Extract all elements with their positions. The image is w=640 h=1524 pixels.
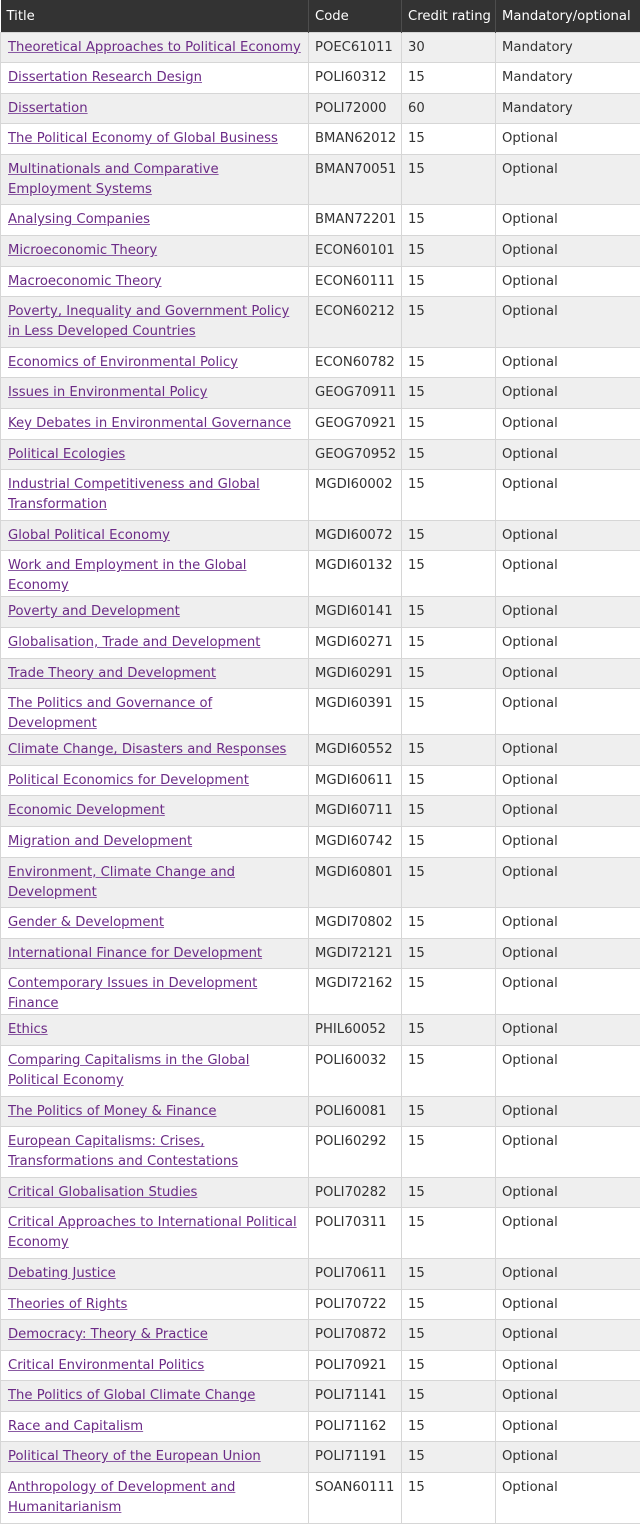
table-row — [1, 1177, 640, 1208]
course-title-link[interactable]: Globalisation, Trade and Development — [8, 635, 260, 650]
code-cell: POLI70921 — [309, 1350, 402, 1381]
status-cell: Optional — [496, 938, 640, 969]
code-cell: MGDI60141 — [309, 597, 402, 628]
header-code: Code — [309, 0, 402, 32]
header-mandatory-optional: Mandatory/optional — [496, 0, 640, 32]
table-row — [1, 969, 640, 1015]
title-cell — [1, 63, 309, 94]
course-title-link[interactable]: Dissertation — [8, 101, 88, 116]
status-cell: Mandatory — [496, 63, 640, 94]
credit-cell: 15 — [402, 1045, 496, 1096]
code-cell: MGDI72162 — [309, 969, 402, 1015]
table-row — [1, 1045, 640, 1096]
status-cell: Optional — [496, 378, 640, 409]
course-title-link[interactable]: The Politics and Governance of Development — [8, 696, 212, 731]
code-cell: POLI70872 — [309, 1320, 402, 1351]
table-row — [1, 1381, 640, 1412]
table-row — [1, 1350, 640, 1381]
title-cell — [1, 297, 309, 348]
status-cell: Optional — [496, 1045, 640, 1096]
code-cell: GEOG70921 — [309, 409, 402, 440]
code-cell: POLI71141 — [309, 1381, 402, 1412]
title-cell — [1, 658, 309, 689]
title-cell — [1, 439, 309, 470]
code-cell: BMAN72201 — [309, 205, 402, 236]
code-cell: MGDI70802 — [309, 908, 402, 939]
table-row — [1, 1096, 640, 1127]
course-title-link[interactable]: European Capitalisms: Crises, Transformations and Contestations — [8, 1134, 238, 1169]
title-cell — [1, 409, 309, 440]
status-cell: Optional — [496, 735, 640, 766]
code-cell: PHIL60052 — [309, 1015, 402, 1046]
status-cell: Optional — [496, 796, 640, 827]
title-cell — [1, 1473, 309, 1524]
code-cell: MGDI60002 — [309, 470, 402, 521]
title-cell — [1, 93, 309, 124]
table-row — [1, 689, 640, 735]
title-cell — [1, 1350, 309, 1381]
title-cell — [1, 1127, 309, 1178]
course-title-link[interactable]: Work and Employment in the Global Economy — [8, 558, 246, 593]
table-row — [1, 765, 640, 796]
title-cell — [1, 347, 309, 378]
table-row — [1, 236, 640, 267]
course-title-link[interactable]: Contemporary Issues in Development Finance — [8, 976, 257, 1011]
status-cell: Optional — [496, 1127, 640, 1178]
credit-cell: 15 — [402, 439, 496, 470]
code-cell: GEOG70952 — [309, 439, 402, 470]
title-cell — [1, 1045, 309, 1096]
status-cell: Optional — [496, 1177, 640, 1208]
course-title-link[interactable]: Critical Environmental Politics — [8, 1358, 204, 1373]
status-cell: Optional — [496, 908, 640, 939]
credit-cell: 15 — [402, 1350, 496, 1381]
status-cell: Mandatory — [496, 93, 640, 124]
title-cell — [1, 689, 309, 735]
table-row — [1, 735, 640, 766]
title-cell — [1, 765, 309, 796]
table-row — [1, 1015, 640, 1046]
status-cell: Optional — [496, 266, 640, 297]
table-row — [1, 551, 640, 597]
title-cell — [1, 1015, 309, 1046]
course-title-link[interactable]: Political Economics for Development — [8, 773, 249, 788]
title-cell — [1, 628, 309, 659]
course-title-link[interactable]: Gender & Development — [8, 915, 164, 930]
title-cell — [1, 938, 309, 969]
course-title-link[interactable]: Theories of Rights — [8, 1297, 127, 1312]
course-title-link[interactable]: Democracy: Theory & Practice — [8, 1327, 208, 1342]
table-row — [1, 378, 640, 409]
status-cell: Optional — [496, 826, 640, 857]
credit-cell: 15 — [402, 1289, 496, 1320]
table-row — [1, 439, 640, 470]
table-row — [1, 124, 640, 155]
code-cell: MGDI60552 — [309, 735, 402, 766]
credit-cell: 15 — [402, 470, 496, 521]
course-title-link[interactable]: Poverty and Development — [8, 604, 180, 619]
status-cell: Optional — [496, 470, 640, 521]
code-cell: MGDI60072 — [309, 520, 402, 551]
table-row — [1, 1442, 640, 1473]
course-title-link[interactable]: Debating Justice — [8, 1266, 116, 1281]
code-cell: ECON60111 — [309, 266, 402, 297]
credit-cell: 15 — [402, 938, 496, 969]
credit-cell: 15 — [402, 1381, 496, 1412]
credit-cell: 15 — [402, 1411, 496, 1442]
title-cell — [1, 597, 309, 628]
credit-cell: 15 — [402, 796, 496, 827]
course-title-link[interactable]: The Political Economy of Global Business — [8, 131, 278, 146]
credit-cell: 15 — [402, 908, 496, 939]
title-cell — [1, 266, 309, 297]
code-cell: POLI60292 — [309, 1127, 402, 1178]
credit-cell: 15 — [402, 520, 496, 551]
status-cell: Optional — [496, 628, 640, 659]
status-cell: Optional — [496, 1258, 640, 1289]
credit-cell: 15 — [402, 826, 496, 857]
course-title-link[interactable]: Industrial Competitiveness and Global Transformation — [8, 477, 260, 512]
table-row — [1, 1473, 640, 1524]
code-cell: MGDI60711 — [309, 796, 402, 827]
title-cell — [1, 1177, 309, 1208]
credit-cell: 15 — [402, 236, 496, 267]
status-cell: Optional — [496, 597, 640, 628]
credit-cell: 60 — [402, 93, 496, 124]
credit-cell: 15 — [402, 735, 496, 766]
status-cell: Optional — [496, 1015, 640, 1046]
status-cell: Optional — [496, 1442, 640, 1473]
title-cell — [1, 1208, 309, 1259]
title-cell — [1, 378, 309, 409]
table-row — [1, 857, 640, 908]
course-title-link[interactable]: The Politics of Global Climate Change — [8, 1388, 255, 1403]
code-cell: POLI72000 — [309, 93, 402, 124]
course-title-link[interactable]: The Politics of Money & Finance — [8, 1104, 217, 1119]
status-cell: Optional — [496, 124, 640, 155]
table-row — [1, 597, 640, 628]
title-cell — [1, 1258, 309, 1289]
code-cell: MGDI60391 — [309, 689, 402, 735]
code-cell: MGDI60742 — [309, 826, 402, 857]
code-cell: POLI70611 — [309, 1258, 402, 1289]
title-cell — [1, 1289, 309, 1320]
code-cell: MGDI72121 — [309, 938, 402, 969]
code-cell: SOAN60111 — [309, 1473, 402, 1524]
credit-cell: 15 — [402, 689, 496, 735]
title-cell — [1, 796, 309, 827]
credit-cell: 15 — [402, 63, 496, 94]
table-row — [1, 32, 640, 63]
title-cell — [1, 1381, 309, 1412]
credit-cell: 15 — [402, 1096, 496, 1127]
table-row — [1, 266, 640, 297]
status-cell: Optional — [496, 551, 640, 597]
code-cell: ECON60101 — [309, 236, 402, 267]
status-cell: Optional — [496, 1381, 640, 1412]
credit-cell: 15 — [402, 266, 496, 297]
status-cell: Optional — [496, 658, 640, 689]
header-title: Title — [1, 0, 309, 32]
credit-cell: 15 — [402, 597, 496, 628]
credit-cell: 15 — [402, 1208, 496, 1259]
code-cell: BMAN70051 — [309, 154, 402, 205]
course-title-link[interactable]: Theoretical Approaches to Political Economy — [8, 40, 301, 55]
credit-cell: 15 — [402, 1127, 496, 1178]
credit-cell: 15 — [402, 551, 496, 597]
title-cell — [1, 236, 309, 267]
status-cell: Optional — [496, 689, 640, 735]
credit-cell: 15 — [402, 1442, 496, 1473]
credit-cell: 15 — [402, 205, 496, 236]
table-row — [1, 470, 640, 521]
table-row — [1, 93, 640, 124]
credit-cell: 15 — [402, 1320, 496, 1351]
status-cell: Optional — [496, 297, 640, 348]
credit-cell: 15 — [402, 378, 496, 409]
course-title-link[interactable]: Issues in Environmental Policy — [8, 385, 207, 400]
title-cell — [1, 908, 309, 939]
code-cell: POLI70311 — [309, 1208, 402, 1259]
credit-cell: 15 — [402, 124, 496, 155]
course-title-link[interactable]: Economics of Environmental Policy — [8, 355, 238, 370]
credit-cell: 15 — [402, 658, 496, 689]
table-row — [1, 409, 640, 440]
course-title-link[interactable]: Critical Approaches to International Political Economy — [8, 1215, 297, 1250]
title-cell — [1, 1096, 309, 1127]
code-cell: POLI60081 — [309, 1096, 402, 1127]
course-title-link[interactable]: Political Theory of the European Union — [8, 1449, 261, 1464]
status-cell: Optional — [496, 765, 640, 796]
table-row — [1, 908, 640, 939]
status-cell: Optional — [496, 439, 640, 470]
code-cell: BMAN62012 — [309, 124, 402, 155]
table-row — [1, 347, 640, 378]
status-cell: Optional — [496, 520, 640, 551]
code-cell: POLI70282 — [309, 1177, 402, 1208]
table-row — [1, 796, 640, 827]
table-row — [1, 628, 640, 659]
course-title-link[interactable]: Key Debates in Environmental Governance — [8, 416, 291, 431]
course-title-link[interactable]: Climate Change, Disasters and Responses — [8, 742, 286, 757]
credit-cell: 15 — [402, 154, 496, 205]
title-cell — [1, 32, 309, 63]
table-row — [1, 1208, 640, 1259]
credit-cell: 15 — [402, 1258, 496, 1289]
code-cell: POLI60032 — [309, 1045, 402, 1096]
table-row — [1, 520, 640, 551]
course-title-link[interactable]: Global Political Economy — [8, 528, 170, 543]
title-cell — [1, 154, 309, 205]
title-cell — [1, 124, 309, 155]
status-cell: Optional — [496, 409, 640, 440]
table-row — [1, 63, 640, 94]
status-cell: Optional — [496, 1096, 640, 1127]
code-cell: POLI71162 — [309, 1411, 402, 1442]
table-row — [1, 1127, 640, 1178]
status-cell: Optional — [496, 857, 640, 908]
code-cell: MGDI60801 — [309, 857, 402, 908]
status-cell: Optional — [496, 236, 640, 267]
header-credit-rating: Credit rating — [402, 0, 496, 32]
title-cell — [1, 826, 309, 857]
course-title-link[interactable]: Multinationals and Comparative Employment Systems — [8, 162, 219, 197]
title-cell — [1, 520, 309, 551]
code-cell: MGDI60291 — [309, 658, 402, 689]
credit-cell: 30 — [402, 32, 496, 63]
table-row — [1, 205, 640, 236]
code-cell: MGDI60132 — [309, 551, 402, 597]
code-cell: POLI71191 — [309, 1442, 402, 1473]
course-title-link[interactable]: Anthropology of Development and Humanitarianism — [8, 1480, 235, 1515]
table-row — [1, 1258, 640, 1289]
title-cell — [1, 1411, 309, 1442]
table-row — [1, 826, 640, 857]
table-row — [1, 1289, 640, 1320]
credit-cell: 15 — [402, 1473, 496, 1524]
course-title-link[interactable]: Race and Capitalism — [8, 1419, 143, 1434]
title-cell — [1, 470, 309, 521]
credit-cell: 15 — [402, 1177, 496, 1208]
status-cell: Optional — [496, 1350, 640, 1381]
course-title-link[interactable]: International Finance for Development — [8, 946, 262, 961]
table-row — [1, 658, 640, 689]
course-title-link[interactable]: Poverty, Inequality and Government Policy in Less Developed Countries — [8, 304, 289, 339]
table-row — [1, 154, 640, 205]
course-title-link[interactable]: Macroeconomic Theory — [8, 274, 162, 289]
code-cell: POLI70722 — [309, 1289, 402, 1320]
credit-cell: 15 — [402, 347, 496, 378]
code-cell: MGDI60611 — [309, 765, 402, 796]
code-cell: ECON60212 — [309, 297, 402, 348]
course-title-link[interactable]: Dissertation Research Design — [8, 70, 202, 85]
title-cell — [1, 1320, 309, 1351]
title-cell — [1, 1442, 309, 1473]
table-header-row — [1, 0, 640, 32]
course-title-link[interactable]: Environment, Climate Change and Development — [8, 865, 235, 900]
status-cell: Mandatory — [496, 32, 640, 63]
credit-cell: 15 — [402, 409, 496, 440]
table-row — [1, 1411, 640, 1442]
course-title-link[interactable]: Political Ecologies — [8, 447, 125, 462]
credit-cell: 15 — [402, 765, 496, 796]
code-cell: POEC61011 — [309, 32, 402, 63]
course-title-link[interactable]: Comparing Capitalisms in the Global Political Economy — [8, 1053, 249, 1088]
course-title-link[interactable]: Economic Development — [8, 803, 165, 818]
course-title-link[interactable]: Critical Globalisation Studies — [8, 1185, 197, 1200]
code-cell: GEOG70911 — [309, 378, 402, 409]
title-cell — [1, 205, 309, 236]
title-cell — [1, 857, 309, 908]
table-row — [1, 297, 640, 348]
status-cell: Optional — [496, 205, 640, 236]
status-cell: Optional — [496, 1473, 640, 1524]
credit-cell: 15 — [402, 1015, 496, 1046]
code-cell: POLI60312 — [309, 63, 402, 94]
status-cell: Optional — [496, 1289, 640, 1320]
credit-cell: 15 — [402, 969, 496, 1015]
status-cell: Optional — [496, 1208, 640, 1259]
code-cell: MGDI60271 — [309, 628, 402, 659]
table-row — [1, 938, 640, 969]
title-cell — [1, 969, 309, 1015]
status-cell: Optional — [496, 1411, 640, 1442]
credit-cell: 15 — [402, 628, 496, 659]
code-cell: ECON60782 — [309, 347, 402, 378]
status-cell: Optional — [496, 347, 640, 378]
status-cell: Optional — [496, 1320, 640, 1351]
table-row — [1, 1320, 640, 1351]
status-cell: Optional — [496, 969, 640, 1015]
course-title-link[interactable]: Trade Theory and Development — [8, 666, 216, 681]
credit-cell: 15 — [402, 297, 496, 348]
status-cell: Optional — [496, 154, 640, 205]
course-title-link[interactable]: Ethics — [8, 1022, 48, 1037]
title-cell — [1, 551, 309, 597]
credit-cell: 15 — [402, 857, 496, 908]
title-cell — [1, 735, 309, 766]
course-title-link[interactable]: Migration and Development — [8, 834, 192, 849]
course-title-link[interactable]: Microeconomic Theory — [8, 243, 157, 258]
course-title-link[interactable]: Analysing Companies — [8, 212, 150, 227]
